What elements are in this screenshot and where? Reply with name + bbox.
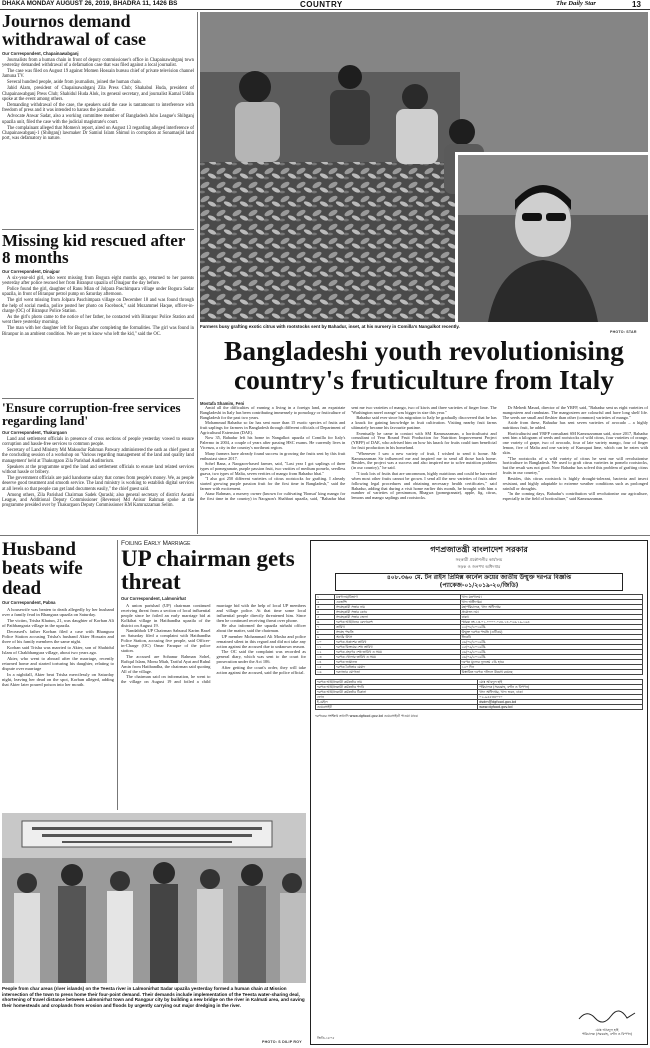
tender-signature	[577, 1009, 637, 1036]
paragraph: Demanding withdrawal of the case, the speakers said the case is tantamount to interference with freedom of press and it was intended to harass the journalist.	[2, 102, 194, 114]
paragraph: A union parishad (UP) chairman continued receiving threat from a section of local influential people since he foiled an early marriage bid at Kolkihat village in Hatibandha upazila of the district on August 19.	[121, 602, 211, 628]
husband-headline: Husband beats wife dead	[2, 539, 83, 599]
table-cell: জিওবি	[460, 635, 642, 640]
paragraph: "In the coming days, Bahadur's contribution will revolutionise our agriculture, especially in the field of horticulture," said Kamruzzaman.	[502, 490, 648, 501]
paragraph: Journalists from a human chain in front of deputy commissioner's office in Chapainawabganj town yesterday demanded withdrawal of a defamation case that was filed against a local journalist.	[2, 57, 194, 69]
paragraph: As the girl's photo came to the notice of her father, he contacted with Biranpur Police Station and went there yesterday morning.	[2, 315, 194, 326]
paragraph: Among others, Zila Parishad Chairman Sadek Qurashi; also general secretary of district Awami League, and Additional Deputy Commissioner (Revenue) Md Anisur Rahman spoke at the programme presided over by Thakurgaon Deputy Commissioner KM Kamruzzaman Selim.	[2, 492, 194, 509]
corruption-body	[2, 437, 194, 509]
table-cell: দরপত্র আহ্বানকারী কর্মকর্তার নাম	[316, 680, 478, 685]
husband-body	[2, 607, 114, 688]
paragraph: "Whenever I saw a new variety of fruit, I wished to send it home. Mr Kamruzzaman Sir influenced me and inspired me to send all those back home. Besides, the project was a success and also inspired me to solve nutrition problem (in our country)," he said.	[351, 450, 497, 471]
paragraph: Land and settlement officials in presence of cross sections of people yesterday vowed to ensure corruption and hassle-free services to common people.	[2, 436, 194, 447]
table-cell: মহাপরিচালক, খাদ্য অধিদপ্তর	[460, 605, 642, 610]
dateline: DHAKA MONDAY AUGUST 26, 2019, BHADRA 11, 1426 BS	[2, 0, 178, 7]
table-cell: dsdm@dgfood.gov.bd	[478, 700, 643, 705]
tender-org-sub2: সড়ক ও জনপথ অধিদপ্তর	[457, 564, 501, 569]
table-cell: ঢাকা।	[460, 615, 642, 620]
table-cell: দরপত্র আহ্বানকারী কর্মকর্তার পদবি	[316, 685, 478, 690]
table-cell: ২২/০৮/২০১৯খ্রি.	[460, 625, 642, 630]
paragraph: The chairman said on information, he went to the village on August 19 and foiled a child marriage bid with the help of local UP members and village police. At that time some local influential people directly threatened him. Since then he continued receiving threat over phone.	[121, 602, 306, 685]
missing-byline: Our Correspondent, Dinajpur	[2, 268, 60, 274]
table-cell: ফোন	[316, 695, 478, 700]
paragraph: The man with her daughter left for Bogura after completing the formalities. The girl was found in Biranpur in an ambient condition. We are yet to know who left the kid," said the OC.	[2, 326, 194, 337]
corruption-article	[2, 401, 194, 509]
inset-portrait	[455, 152, 648, 322]
inset-portrait-image	[458, 155, 648, 322]
husband-article	[2, 540, 114, 688]
paragraph: Bahadur said ever since his migration to Italy he gradually discovered that he has a knack for gaining knowledge in fruit cultivation. Visiting nearby fruit farms ultimately became his favourite pastime.	[351, 415, 497, 431]
table-cell: দরপত্র গ্রহণের শেষ তারিখ ও সময়	[335, 650, 461, 655]
youth-headline: Bangladeshi youth revolutionising country's fruticulture from Italy	[224, 335, 624, 396]
table-cell: খাদ্য অধিদপ্তর।	[460, 600, 642, 605]
paragraph: Besides, this citrus rootstock is highly drought-tolerant, bacteria and insect resistant, and highly adaptable to extreme weather conditions such as prolonged rainfall or droughts.	[502, 475, 648, 491]
table-cell: প্রযোজ্য নয়।	[460, 610, 642, 615]
tender-footer-code: জিডি-১৮০৫	[317, 1036, 335, 1040]
table-cell: ২৬/০৮/২০১৯খ্রি.	[460, 640, 642, 645]
paragraph: Ataur Rahman, a nursery owner (known for cultivating 'Bonsai' king mango for the first time in the country) in Naogaon's Shahbari upazila, said, "Bahadur bhai sent me two varieties of mango, two of kiwis and three varieties of finger lime. The 'Washington navel orange' was bigger in size this year."	[200, 405, 497, 502]
table-cell: ১১	[316, 645, 335, 650]
table-cell: সংগ্রহকারী সত্তার নাম	[335, 605, 461, 610]
human-chain-credit: PHOTO: S DILIP ROY	[262, 1040, 302, 1044]
human-chain-photo	[2, 813, 306, 983]
nursery-photo	[200, 12, 648, 322]
table-cell: ৩	[316, 605, 335, 610]
chairman-article	[121, 540, 306, 753]
journos-byline: Our Correspondent, Chapainawabganj	[2, 50, 79, 56]
human-chain-caption: People from char areas (river islands) on the Teesta river in Lalmonirhat Sadar upazila yesterday formed a human chain at Mission intersection of the town to press home their four-point demand. Their demands include implementation of the Teesta water-sharing deal, shortening of travel distance between Lalmonirhat town and Rangpur city by building a new bridge on the river in Kalmati area, and saving their homesteads and croplands from erosion and floods by urgently carrying out major dredging in the river.	[2, 986, 305, 1008]
nursery-photo-caption: Farmers busy grafting exotic citrus with rootstocks sent by Bahadur, inset, at his nursery in Comilla's Nangalkot recently.	[200, 324, 460, 329]
table-cell: ১	[316, 595, 335, 600]
table-cell: ওয়েবসাইট	[316, 705, 478, 710]
table-row	[316, 705, 643, 710]
missing-article	[2, 232, 194, 338]
paragraph: Jahid Alam, president of Chapainawabganj Zila Press Club; Shahabul Huda, president of Chapainawabganj Press Club; Shahidul Huda Alok, its general secretary, and journalist Kamal Uddin spoke at the event among others.	[2, 86, 194, 103]
paragraph: After getting the court's order, they will take action against the accused, said the police official.	[216, 664, 306, 675]
table-cell: তারিখ	[335, 625, 461, 630]
paragraph: The case was filed on August 19 against Momen Hossain bureau chief of private television channel Jamuna TV.	[2, 69, 194, 80]
table-cell: ১২	[316, 650, 335, 655]
paragraph: The accused are Sohanur Rahman Sohel, Rafiqul Islam, Monu Miah, Tariful Ayat and Ruhul Amin from Hatibandha, the chairman said quoting All of the village.	[121, 653, 211, 674]
divider	[2, 398, 194, 399]
tender-title-box	[335, 573, 623, 591]
column-rule	[197, 12, 198, 534]
table-cell: মন্ত্রণালয়/বিভাগ	[335, 595, 461, 600]
table-cell: দরপত্র বৈধতার মেয়াদ	[335, 665, 461, 670]
table-cell: ১৬	[316, 670, 335, 675]
paragraph: Deceased's father Korban filed a case with Bhangura Police Station accusing Trisha's husband Akter Hossain and three of his family members the same night.	[2, 628, 114, 645]
paragraph: The complainant alleged that Momen's report, aired on August 13 regarding alleged interference of Chapainawabganj-1 (Shibganj) lawmaker Dr Samiul Islam Shimul in corruption at Sonamasjid land port, was defamatory in nature.	[2, 125, 194, 142]
table-cell: দরপত্র খোলার তারিখ ও সময়	[335, 655, 461, 660]
paragraph: Horticulturist and YRFP consultant SM Kamruzzaman said, since 2017, Bahadur sent him a kilogram of seeds and rootstocks of wild citrus, four varieties of orange, one variety of grape, two of avocado, four of late variety mango, four of finger lemon, five of Malta and one variety of Kumquat lime, which can be eaten with skin.	[502, 430, 648, 456]
paragraph: Now 35, Bahadur left his home in Nangalkot upazila of Comilla for Italy's Palermo in 2004, a couple of years after passing HSC exams. He currently lives in Vicenza, a city in the country's northeast region.	[200, 435, 346, 451]
table-row	[316, 670, 643, 675]
paragraph: The girl went missing from Jolpara Paschimpara village on December 18 and was found through the help of social media, police posted her photo on Facebook," said Mozammel Haque, officer-in-charge (OC) of Biranpur Police Station.	[2, 298, 194, 315]
youth-body	[200, 406, 648, 534]
divider	[0, 535, 650, 536]
masthead: The Daily Star	[556, 0, 596, 7]
paragraph: "I took lots of fruits that are uncommon, highly nutritious and could be harvested when most other fruits cannot be grown. I send all the new varieties of fruits after following legal procedures and obtaining necessary health certificates," said Bahadur, adding that during a visit home earlier this month, he brought with him a number of varieties of persimmon, Bhagwa (pomegranate), apple, fig, citrus, lemons and mango saplings and rootstocks.	[351, 470, 497, 501]
table-cell: ই-মেইল	[316, 700, 478, 705]
table-cell: দরপত্র জামানত	[335, 660, 461, 665]
table-cell: ৭	[316, 625, 335, 630]
table-cell: খাদ্য মন্ত্রণালয়।	[460, 595, 642, 600]
paragraph: Speakers at the programme urged the land and settlement officials to ensure land related services without hassle or bribery.	[2, 464, 194, 475]
signature-scribble-icon	[577, 1009, 637, 1023]
paragraph: Many farmers have already found success in growing the fruits sent by this fruit enthusiast since 2017.	[200, 450, 346, 461]
paragraph: Secretary of Land Ministry Md Maksudur Rahman Patwary administered the oath as chief guest at the concluding session of a workshop on 'Various regarding management of the land and quality land management' held at Thakurgaon Zila Parishad Auditorium.	[2, 447, 194, 464]
paragraph: He also informed the upazila nirbahi officer about the matter, said the chairman.	[216, 623, 306, 634]
journos-body	[2, 58, 194, 142]
paragraph: Nandabhoh UP Chairman Sabuzul Karim Rasel on Saturday filed a complaint with Hatibandha Police Station, accusing five people, said Officer-in-Charge (OC) Omar Faruque of the police station.	[121, 628, 211, 654]
table-cell: অর্থের উৎস	[335, 635, 461, 640]
tender-ref: (প্যাকেজ-০১/২০১৯-২০/জিডি)	[439, 582, 519, 589]
table-cell: খাদ্য অধিদপ্তর, খাদ্য ভবন, ঢাকা	[478, 690, 643, 695]
chairman-kicker: Foiling Early Marriage	[121, 540, 191, 547]
table-cell: www.dgfood.gov.bd	[478, 705, 643, 710]
paragraph: "I also got 250 different varieties of citrus rootstocks for grafting. I already started growing purple passion fruit for the first time in Bangladesh," said the farmer with excitement.	[200, 476, 346, 491]
table-cell: এজেন্সি	[335, 600, 461, 605]
table-cell: সংগ্রহ পদ্ধতি	[335, 630, 461, 635]
missing-body	[2, 276, 194, 337]
table-cell: মোঃ আবদুল হাই	[478, 680, 643, 685]
tender-signature-name: মোঃ আবদুল হাই	[595, 1028, 619, 1032]
paragraph: Dr Mehedi Masud, director of the YRFP, said, "Bahadur sent us eight varieties of mangosteen and rambutan. The mangosteen are colourful and have long shelf life. The seeds are small and fleshier than other (common) varieties of mango."	[502, 405, 648, 420]
divider	[2, 229, 194, 230]
table-cell: বিস্তারিত দরপত্র দলিলে উল্লেখ রয়েছে	[460, 670, 642, 675]
table-cell: উন্মুক্ত দরপত্র পদ্ধতি (ওটিএম)	[460, 630, 642, 635]
missing-headline: Missing kid rescued after 8 months	[2, 231, 186, 268]
table-cell: ৯	[316, 635, 335, 640]
paragraph: Several hundred people, aside from journalists, joined the human chain.	[7, 80, 142, 86]
column-rule	[117, 540, 118, 810]
table-cell: দরদাতার যোগ্যতা	[335, 670, 461, 675]
chairman-body	[121, 603, 306, 753]
table-cell: ০২-৯৫৫৩৩০৭০	[478, 695, 643, 700]
paragraph: Aside from these, Bahadur has sent seven varieties of avocado – a highly nutritious fruit, he added.	[502, 420, 648, 431]
paragraph: Mohammad Bahadur so far has sent more than 15 exotic species of fruits and fruit saplings for farmers in Bangladesh through different officials of Department of Agricultural Extension (DAE).	[200, 420, 346, 436]
tender-org: গণপ্রজাতন্ত্রী বাংলাদেশ সরকার	[430, 545, 528, 554]
table-cell: সংগ্রহকারী সত্তার কোড	[335, 610, 461, 615]
table-cell: ২	[316, 600, 335, 605]
husband-byline: Our Correspondent, Pabna	[2, 600, 56, 606]
paragraph: The government officials are paid handsome salary that comes from people's money. We, as people deserve good treatment and smooth service. The land ministry is working to establish digital services at all levels so that people can get land documents easily," the chief guest said.	[2, 475, 194, 492]
youth-byline: Mostafa Shamim, Feni	[200, 401, 245, 406]
paragraph: Akter, who went to abroad after the marriage, recently returned home and started torturing his daughter, relating to dispute over marriage	[2, 655, 114, 672]
nursery-photo-credit: PHOTO: STAR	[610, 330, 637, 334]
tender-table	[315, 594, 643, 675]
paragraph: "The rootstocks of a wild variety of citrus he sent me will revolutionise horticulture in Bangladesh. We used to graft citrus varieties in pomelo rootstocks, but the result was not good. Now Bahadur has solved this problem of grafting citrus fruits in our country,"	[502, 455, 648, 476]
paragraph: The OC said the complaint was recorded as general diary, which was sent to the court for prosecution under the Act 106.	[216, 649, 306, 665]
paragraph: Advocate Anwar Sadat, also a working committee member of Bangladesh Jubo League's Shibganj upazila unit, filed the case with the judicial magistrate's court.	[2, 114, 194, 125]
table-cell: ১০	[316, 640, 335, 645]
journos-article	[2, 12, 194, 142]
paragraph: Sohel Rana, a Naogaon-based farmer, said, "Last year I got saplings of three types of pomegranate, purple passion fruit, two varities of medium pomelo, seedless guava, two types of Malta, seven verities of mango from Bahadur bhai."	[200, 460, 346, 476]
paragraph: A six-year-old girl, who went missing from Bogura eight months ago, returned to her parents yesterday after police rescued her from Biranpur upazila of Dinajpur the day before.	[2, 275, 194, 287]
table-cell: ১৪	[316, 660, 335, 665]
tender-signature-title: পরিচালক (সরবরাহ, বণ্টন ও বিপণন)	[582, 1032, 632, 1036]
table-cell: ৪	[316, 610, 335, 615]
table-cell: ২৬/০৯/২০১৯খ্রি.	[460, 650, 642, 655]
paragraph: UP member Mohammad Ali Mosha and police remained silent in this regard and did not take any action against the accused due to unknown reason.	[216, 633, 306, 649]
table-cell: ২৬/০৯/২০১৯খ্রি.	[460, 655, 642, 660]
paragraph: A housewife was beaten to death allegedly by her husband over a family feud in Bhangura upazila on Saturday.	[2, 607, 114, 618]
tender-notice	[310, 540, 648, 1045]
section-name: COUNTRY	[300, 0, 343, 9]
table-cell: ৬	[316, 620, 335, 625]
table-cell: পরিচালক (সরবরাহ, বণ্টন ও বিপণন)	[478, 685, 643, 690]
paragraph: Amid all the difficulties of earning a living in a foreign land, an expatriate Bangladeshi in Italy has been contributing immensely to pomology or fruticulture of Bangladesh for the past two years.	[200, 405, 346, 420]
table-cell: ২৫/০৯/২০১৯খ্রি.	[460, 645, 642, 650]
table-cell: ১৩	[316, 655, 335, 660]
tender-title: ৪০৮.৩৬০ মে. টন রাইস প্রিমিক্স কার্নেল ক্রয়ের জাতীয় উন্মুক্ত দরপত্র বিজ্ঞপ্তি	[386, 574, 572, 581]
chairman-byline: Our Correspondent, Lalmonirhat	[121, 595, 186, 601]
tender-note: দরপত্রের সংক্ষিপ্ত তথ্যাদি www.dgfood.gov.bd ওয়েবসাইটে পাওয়া যাবে।	[315, 714, 419, 718]
paragraph: Korban said Trisha was married to Akter, son of Shahidul Islam of Chakbhangura village, about two years ago.	[2, 645, 114, 656]
paragraph: In a nightfall, Akter beat Trisha mercilessly on Saturday night, leaving her dead on the spot, Korban alleged, adding that Akter later poured poison into her mouth.	[2, 672, 114, 688]
table-cell: ১২০ দিন	[460, 665, 642, 670]
paragraph: The victim, Trisha Khatun, 21, was daughter of Korban Ali of Pathbangaria village in the upazila.	[2, 618, 114, 629]
paragraph: Eventually he came in contact with SM Kamruzzaman, a horticulturist and consultant of Year Round Fruit Production for Nutrition Improvement Project (YRFP) of DAE, who advised him on how his knack for fruits could turn beneficial for fruit production in his homeland.	[351, 430, 497, 451]
corruption-headline: 'Ensure corruption-free services regarding land'	[2, 400, 181, 429]
table-cell: স্মারক নং-১৩.০১.০০০০.০৫৪.১৪.০২৬.১৯-১৯৪	[460, 620, 642, 625]
corruption-byline: Our Correspondent, Thakurgaon	[2, 429, 67, 435]
table-cell: দরপত্র প্রকাশের তারিখ	[335, 640, 461, 645]
tender-contact-table	[315, 679, 643, 710]
paragraph: Police found the girl, daughter of Ranu Mian of Jolpara Paschimpara village under Bogura Sadar upazila, in front of Biranpur petrol pump on Saturday afternoon.	[2, 286, 194, 298]
table-cell: ৫	[316, 615, 335, 620]
table-cell: ৮	[316, 630, 335, 635]
chairman-headline: UP chairman gets threat	[121, 546, 295, 595]
table-cell: সংগ্রহকারী সত্তার জেলা	[335, 615, 461, 620]
table-cell: দরপত্র আহ্বানের রেফারেন্স	[335, 620, 461, 625]
journos-headline: Journos demand withdrawal of case	[2, 11, 146, 50]
table-cell: দরপত্র আহ্বানকারী কর্মকর্তার ঠিকানা	[316, 690, 478, 695]
human-chain-photo-image	[2, 813, 306, 983]
table-cell: ১৫	[316, 665, 335, 670]
table-cell: দরপত্র বিক্রয়ের শেষ তারিখ	[335, 645, 461, 650]
tender-org-sub1: সহকারী প্রকৌশলীর কার্যালয়	[455, 557, 503, 562]
table-cell: দরপত্র মূল্যের ন্যূনতম ২% হারে	[460, 660, 642, 665]
page-number: 13	[632, 0, 641, 9]
